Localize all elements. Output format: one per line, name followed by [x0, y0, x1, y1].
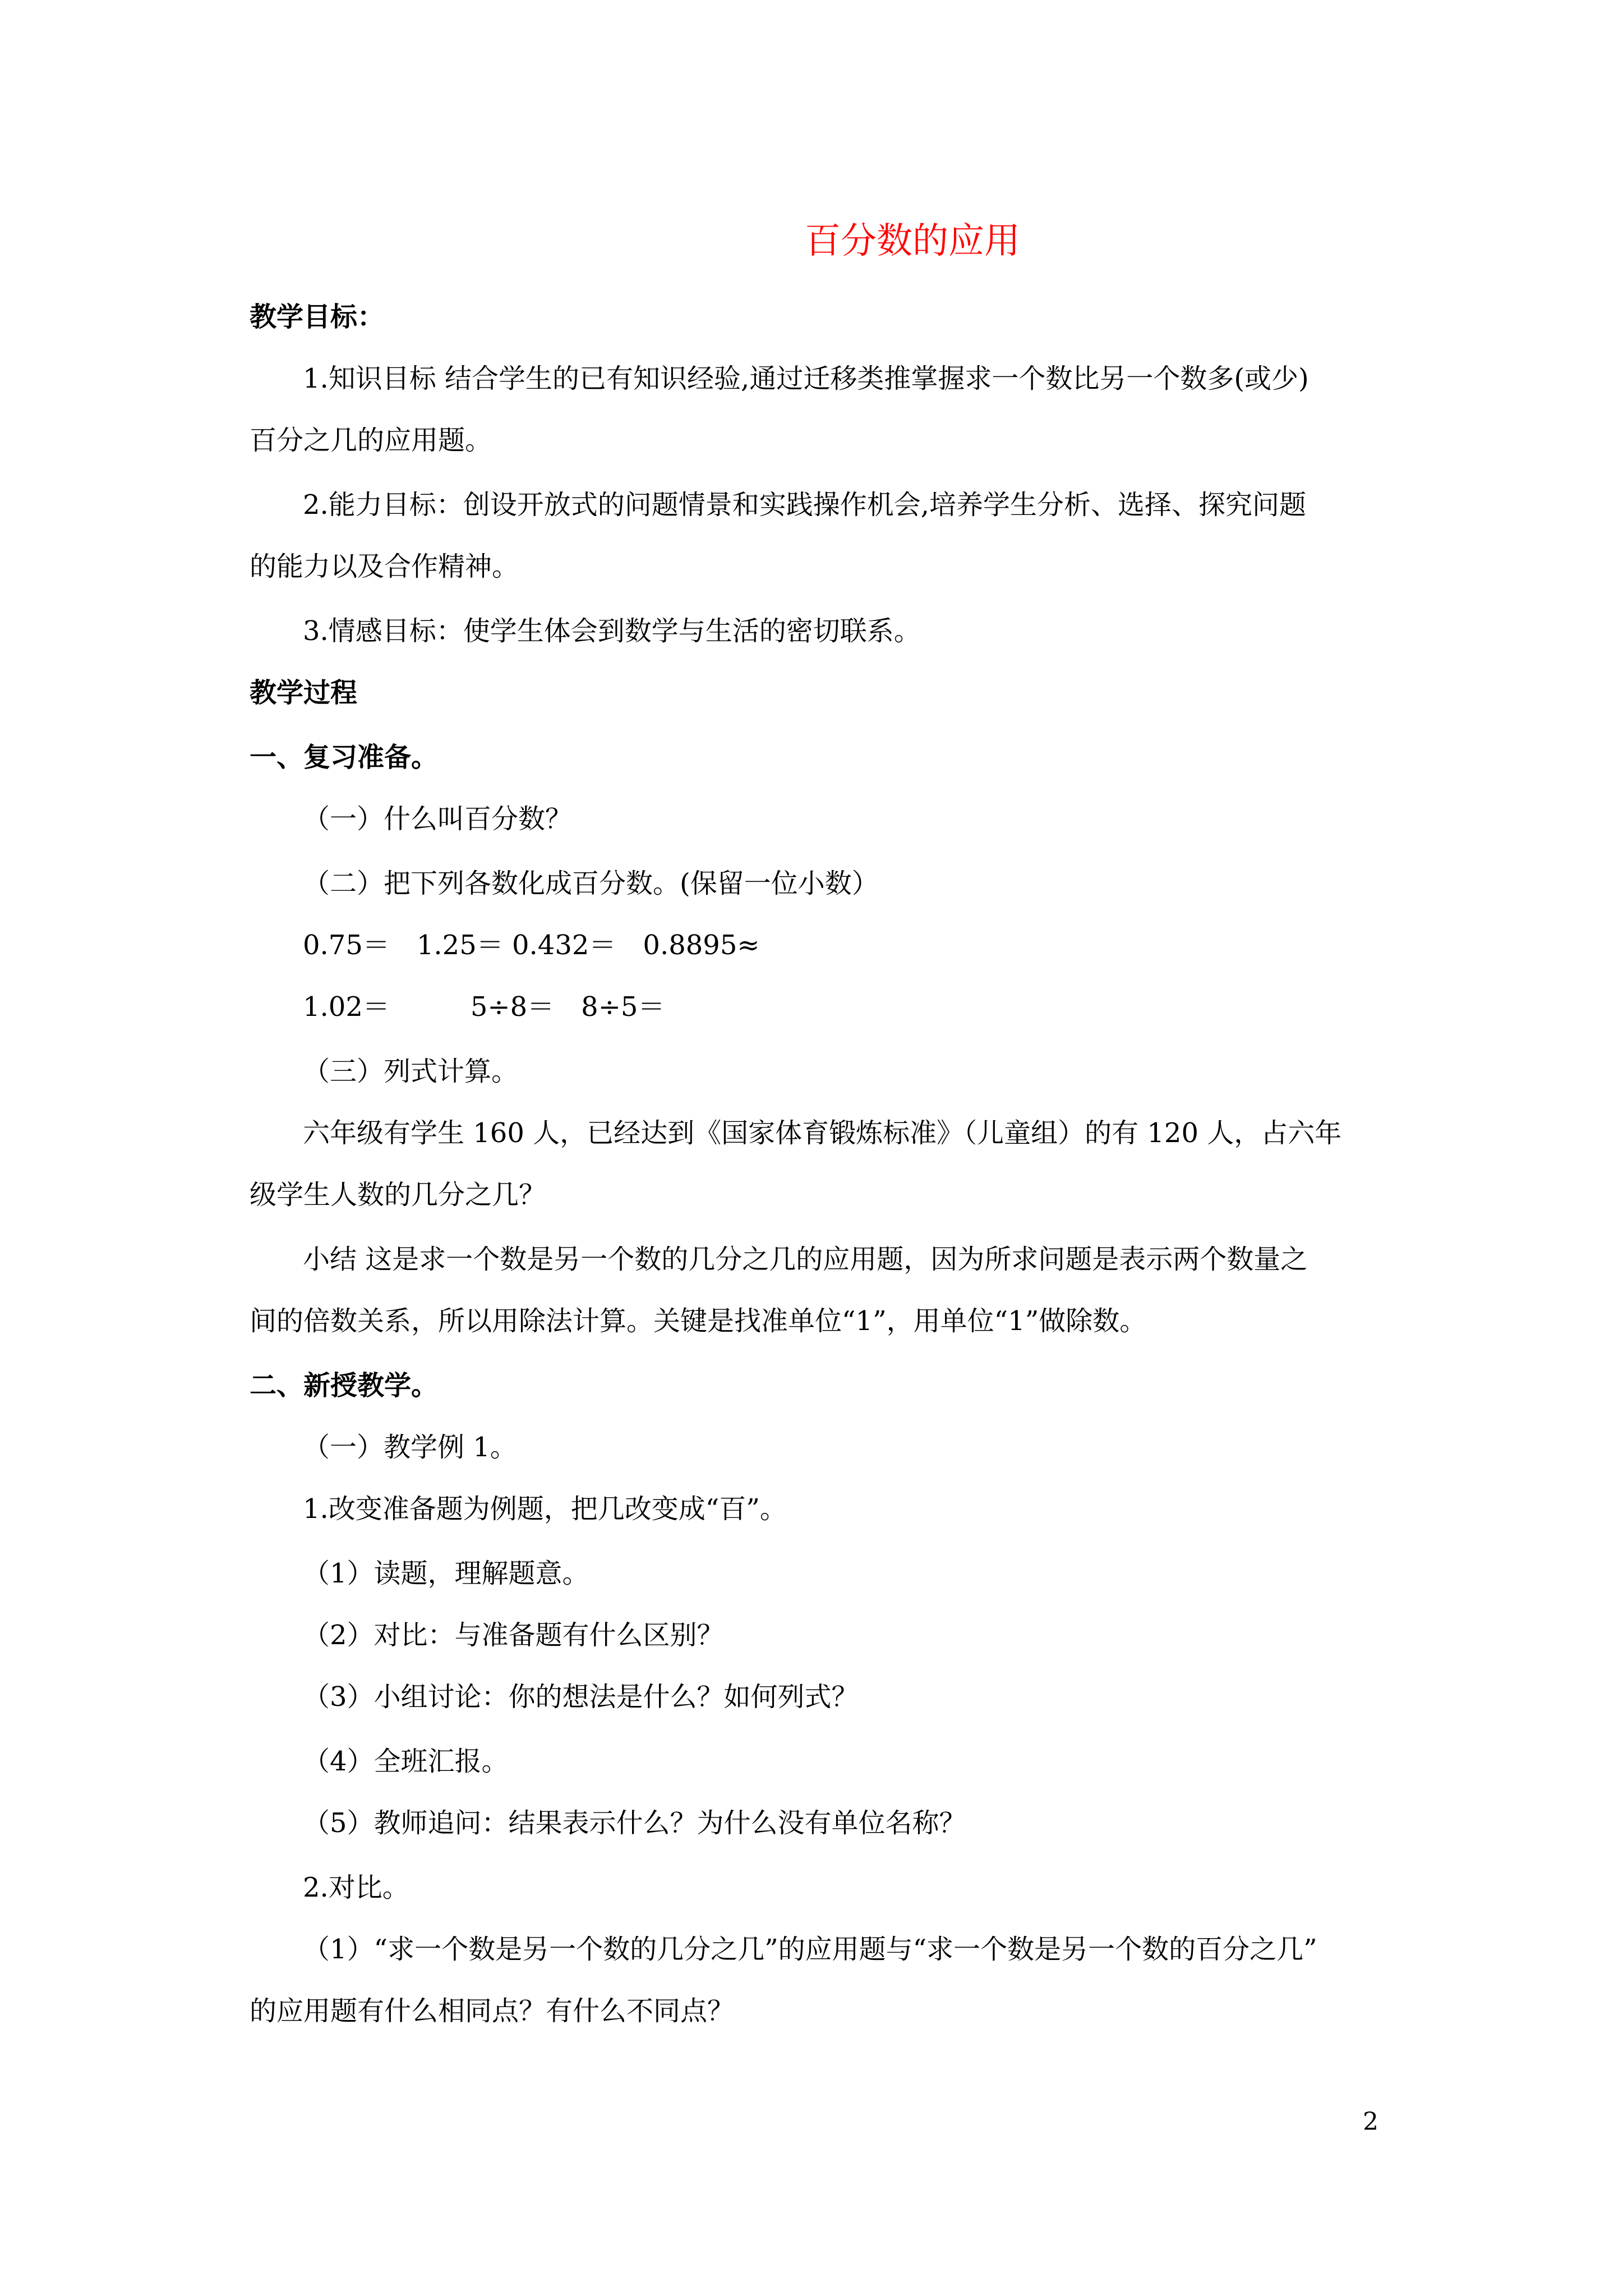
document-title: 百分数的应用: [805, 220, 1020, 262]
heading-new-teaching: 二、新授教学。: [250, 1370, 439, 1401]
heading-teaching-process: 教学过程: [250, 677, 358, 708]
paragraph-line: 的能力以及合作精神。: [250, 551, 519, 582]
paragraph-line: （2）对比：与准备题有什么区别？: [303, 1619, 724, 1651]
paragraph-line: 的应用题有什么相同点？有什么不同点？: [250, 1995, 735, 2027]
paragraph-line: 3.情感目标：使学生体会到数学与生活的密切联系。: [303, 615, 921, 647]
paragraph-line: 小结 这是求一个数是另一个数的几分之几的应用题，因为所求问题是表示两个数量之: [303, 1244, 1308, 1275]
paragraph-line: （一）教学例 1。: [303, 1432, 517, 1463]
exercise-line: 1.02＝ 5÷8＝ 8÷5＝: [303, 991, 665, 1023]
paragraph-line: （3）小组讨论：你的想法是什么？如何列式？: [303, 1681, 859, 1713]
paragraph-line: 2.能力目标：创设开放式的问题情景和实践操作机会,培养学生分析、选择、探究问题: [303, 489, 1307, 521]
paragraph-line: 1.改变准备题为例题，把几改变成“百”。: [303, 1493, 787, 1525]
paragraph-line: 1.知识目标 结合学生的已有知识经验,通过迁移类推掌握求一个数比另一个数多(或少): [303, 363, 1309, 394]
paragraph-line: 2.对比。: [303, 1872, 409, 1903]
exercise-line: 0.75＝ 1.25＝ 0.432＝ 0.8895≈: [303, 930, 760, 961]
paragraph-line: （1）读题，理解题意。: [303, 1558, 589, 1589]
heading-teaching-goals: 教学目标：: [250, 301, 385, 333]
heading-review: 一、复习准备。: [250, 742, 439, 773]
paragraph-line: （4）全班汇报。: [303, 1746, 509, 1777]
paragraph-line: 级学生人数的几分之几？: [250, 1179, 546, 1211]
paragraph-line: 六年级有学生 160 人，已经达到《国家体育锻炼标准》（儿童组）的有 120 人，占六年: [303, 1117, 1342, 1149]
paragraph-line: （5）教师追问：结果表示什么？为什么没有单位名称？: [303, 1807, 966, 1839]
paragraph-line: 百分之几的应用题。: [250, 425, 492, 456]
paragraph-line: （三）列式计算。: [303, 1056, 519, 1087]
paragraph-line: （一）什么叫百分数？: [303, 803, 573, 835]
paragraph-line: 间的倍数关系，所以用除法计算。关键是找准单位“1”，用单位“1”做除数。: [250, 1305, 1147, 1337]
paragraph-line: （1）“求一个数是另一个数的几分之几”的应用题与“求一个数是另一个数的百分之几”: [303, 1934, 1317, 1965]
page-number: 2: [1363, 2108, 1378, 2136]
paragraph-line: （二）把下列各数化成百分数。(保留一位小数）: [303, 868, 879, 899]
